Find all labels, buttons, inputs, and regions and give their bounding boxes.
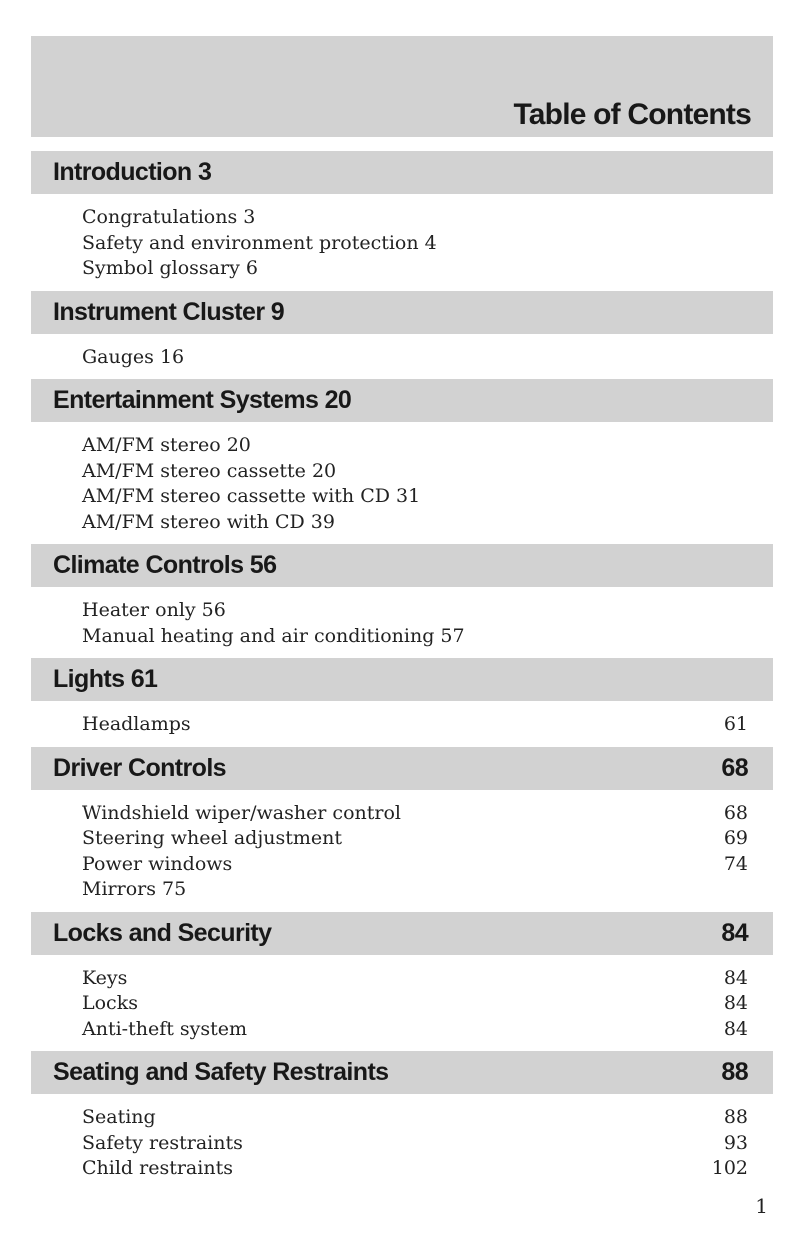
section-title: Lights 61 — [53, 665, 158, 693]
toc-entry — [82, 877, 748, 903]
entry-page-number: 69 — [723, 827, 748, 849]
toc-entry — [82, 484, 748, 510]
section-header-bar — [31, 291, 773, 334]
entry-label: Mirrors 75 — [82, 878, 187, 900]
entry-page-number: 84 — [723, 1017, 748, 1040]
toc-entry — [82, 1105, 748, 1131]
entry-label: Keys — [82, 966, 128, 989]
toc-section — [31, 912, 773, 1043]
section-header-bar — [31, 912, 773, 955]
toc-entry — [82, 624, 748, 650]
entry-page-number: 61 — [723, 713, 748, 735]
toc-entry — [82, 459, 748, 485]
entry-page-number: 68 — [723, 801, 748, 824]
section-title: Entertainment Systems 20 — [53, 386, 352, 414]
toc-entry — [82, 231, 748, 257]
section-entry-list — [31, 966, 773, 1043]
toc-section-list — [31, 151, 773, 1191]
section-entry-list — [31, 433, 773, 535]
toc-entry — [82, 345, 748, 371]
toc-entry — [82, 598, 748, 624]
toc-entry — [82, 205, 748, 231]
section-header-bar — [31, 658, 773, 701]
section-header-bar — [31, 544, 773, 587]
toc-entry — [82, 852, 748, 878]
entry-label: Congratulations 3 — [82, 206, 256, 228]
entry-label: Manual heating and air conditioning 57 — [82, 624, 465, 647]
entry-label: Headlamps — [82, 713, 191, 735]
section-title: Climate Controls 56 — [53, 551, 277, 579]
entry-label: AM/FM stereo with CD 39 — [82, 510, 335, 533]
toc-section — [31, 291, 773, 371]
entry-page-number: 74 — [723, 852, 748, 875]
entry-label: AM/FM stereo cassette with CD 31 — [82, 485, 421, 507]
toc-entry — [82, 966, 748, 992]
toc-entry — [82, 826, 748, 852]
section-page-number: 88 — [721, 1058, 748, 1086]
section-entry-list — [31, 598, 773, 649]
section-title: Introduction 3 — [53, 158, 212, 186]
entry-page-number: 88 — [723, 1106, 748, 1128]
section-entry-list — [31, 712, 773, 738]
page-footer — [0, 1194, 802, 1218]
entry-page-number: 84 — [723, 992, 748, 1014]
toc-entry — [82, 801, 748, 827]
toc-section — [31, 658, 773, 738]
entry-page-number: 102 — [711, 1157, 748, 1179]
entry-label: Locks — [82, 992, 138, 1014]
section-page-number: 84 — [721, 918, 748, 947]
entry-label: Symbol glossary 6 — [82, 257, 258, 279]
section-entry-list — [31, 801, 773, 903]
entry-page-number: 93 — [723, 1131, 748, 1154]
entry-label: Safety and environment protection 4 — [82, 231, 437, 254]
section-title: Locks and Security — [53, 918, 272, 947]
entry-label: Seating — [82, 1106, 156, 1128]
entry-label: AM/FM stereo 20 — [82, 434, 251, 456]
toc-entry — [82, 510, 748, 536]
toc-section — [31, 747, 773, 903]
section-title: Driver Controls — [53, 753, 226, 782]
section-header-bar — [31, 747, 773, 790]
page-title-band — [31, 36, 773, 137]
section-entry-list — [31, 205, 773, 282]
page-title: Table of Contents — [513, 98, 751, 131]
toc-section — [31, 151, 773, 282]
entry-label: Child restraints — [82, 1157, 233, 1179]
section-title: Instrument Cluster 9 — [53, 297, 285, 326]
section-header-bar — [31, 151, 773, 194]
section-header-bar — [31, 1051, 773, 1094]
toc-entry — [82, 1156, 748, 1182]
section-entry-list — [31, 1105, 773, 1182]
entry-label: Safety restraints — [82, 1131, 243, 1154]
toc-entry — [82, 1131, 748, 1157]
entry-label: Power windows — [82, 852, 233, 875]
toc-entry — [82, 991, 748, 1017]
entry-label: Gauges 16 — [82, 345, 185, 368]
section-header-bar — [31, 379, 773, 422]
toc-section — [31, 1051, 773, 1182]
entry-page-number: 84 — [723, 966, 748, 989]
toc-entry — [82, 712, 748, 738]
entry-label: Heater only 56 — [82, 599, 226, 621]
toc-section — [31, 544, 773, 649]
toc-entry — [82, 256, 748, 282]
entry-label: Anti-theft system — [82, 1017, 248, 1040]
page-number: 1 — [755, 1194, 768, 1218]
section-page-number: 68 — [721, 753, 748, 782]
section-entry-list — [31, 345, 773, 371]
toc-entry — [82, 433, 748, 459]
entry-label: AM/FM stereo cassette 20 — [82, 459, 337, 482]
toc-section — [31, 379, 773, 535]
section-title: Seating and Safety Restraints — [53, 1058, 389, 1086]
entry-label: Steering wheel adjustment — [82, 827, 342, 849]
toc-entry — [82, 1017, 748, 1043]
entry-label: Windshield wiper/washer control — [82, 801, 401, 824]
